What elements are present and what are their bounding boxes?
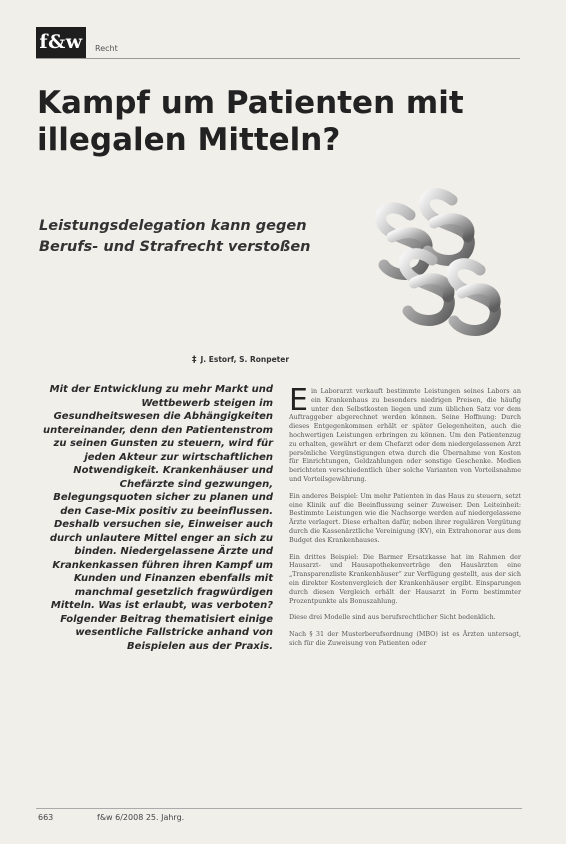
authors: J. Estorf, S. Ronpeter (200, 355, 290, 364)
paragraph-symbols-image (362, 175, 512, 345)
journal-issue: f&w 6/2008 25. Jahrg. (97, 813, 185, 822)
article-subtitle: Leistungsdelegation kann gegen Berufs- und Strafrecht verstoßen (39, 218, 311, 255)
body-paragraph: Ein Laborarzt verkauft bestimmte Leistungen seines Labors an ein Krankenhaus zu besonders niedrigen Preisen, die häufig unter den Selbstkosten liegen und zum üblichen Satz vor dem Auftraggeber abgerechnet werden können. Seine Hoffnung: Durch dieses Entgegenkommen erhält er später Gelegenheiten, auch die hochwertigen Leistungen erbringen zu können. Um den Patientenzug zu erhalten, gewährt er dem Chefarzt oder dem niedergelassenen Arzt persönliche Vergünstigungen etwa durch die Übernahme von Kosten für Einrichtungen, Geldzahlungen oder sonstige Geschenke. Medien berichteten verschiedentlich über solche Varianten von Vorteilsnahme und Vorteilsgewährung. (289, 383, 521, 483)
body-paragraph: Nach § 31 der Musterberufsordnung (MBO) ist es Ärzten untersagt, sich für die Zuweisung von Patienten oder (289, 630, 521, 647)
section-label: Recht (95, 44, 118, 53)
body-paragraph: Diese drei Modelle sind aus berufsrechtlicher Sicht bedenklich. (289, 613, 496, 622)
author-marker: ‡ (192, 355, 197, 365)
article-title: Kampf um Patienten mit illegalen Mitteln? (37, 85, 464, 158)
article-body (289, 383, 521, 656)
body-paragraph: Ein anderes Beispiel: Um mehr Patienten in das Haus zu steuern, setzt eine Klinik auf die Beeinflussung seiner Zuweiser. Den Leiteinheit: Bestimmte Leistungen wie die Nachsorge werden auf niedergelassene Ärzte verlagert. Diese erhalten dafür, neben ihrer regulären Vergütung durch die Kassenärztliche Vereinigung (KV), ein Extrahonorar aus dem Budget des Krankenhauses. (289, 491, 521, 544)
page-number: 663 (38, 813, 54, 822)
journal-logo: f&w (36, 27, 86, 58)
article-abstract: Mit der Entwicklung zu mehr Markt und Wettbewerb steigen im Gesundheitswesen die Abhängigkeiten untereinander, denn den Patientenstrom zu seinen Gunsten zu steuern, wird für jeden Akteur zur wirtschaftlichen Notwendigkeit. Krankenhäuser und Chefärzte sind gezwungen, Belegungsquoten sicher zu planen und den Case-Mix positiv zu beeinflussen. Deshalb versuchen sie, Einweiser auch durch unlautere Mittel enger an sich zu binden. Niedergelassene Ärzte und Krankenkassen führen ihren Kampf um Kunden und Finanzen ebenfalls mit manchmal gesetzlich fragwürdigen Mitteln. Was ist erlaubt, was verboten? Folgender Beitrag thematisiert einige wesentliche Fallstricke anhand von Beispielen aus der Praxis. (43, 384, 273, 652)
header-rule (36, 58, 520, 59)
footer-rule (36, 808, 522, 809)
author-line (192, 355, 289, 365)
drop-cap: E (289, 383, 308, 418)
body-paragraph: Ein drittes Beispiel: Die Barmer Ersatzkasse hat im Rahmen der Hausarzt- und Hausapothekenverträge den Hausärzten eine „Transparenzliste Krankenhäuser“ zur Verfügung gestellt, aus der sich ein direkter Kostenvergleich der Krankenhäuser ergibt. Einsparungen durch diesen Vergleich erhält der Hausarzt in Form bestimmter Prozentpunkte als Bonuszahlung. (289, 552, 521, 605)
